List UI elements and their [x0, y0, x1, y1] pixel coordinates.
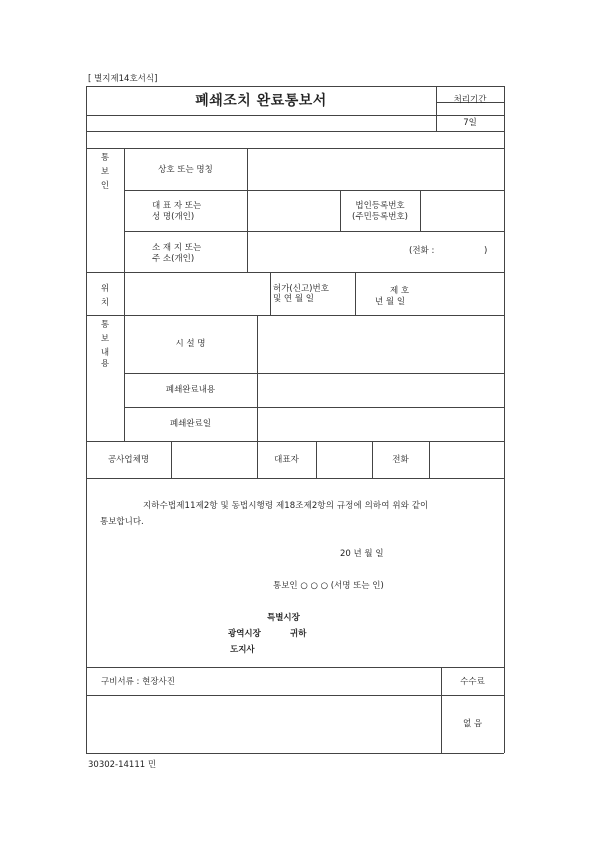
fee-value: 없 음 [462, 719, 483, 729]
processing-period-value: 7일 [463, 118, 477, 128]
required-documents-label: 구비서류 : 현장사진 [101, 677, 175, 687]
permit-right-divider [355, 272, 356, 315]
address-label-line2: 주 소(개인) [152, 254, 195, 264]
addressee-metropolitan-city: 광역시장 [228, 629, 261, 639]
notifier-section-char: 보 [100, 167, 110, 177]
fee-label: 수수료 [460, 677, 485, 687]
content-section-label [98, 320, 112, 370]
contractor-representative-label: 대표자 [274, 455, 299, 465]
registration-label-line2: (주민등록번호) [352, 212, 408, 222]
notifier-section-label [98, 153, 112, 192]
contractor-divider-3 [316, 441, 317, 478]
table-right-border [504, 86, 505, 753]
processing-period-label: 처리기간 [453, 95, 487, 105]
table-top-border [86, 86, 504, 87]
closure-date-label: 폐쇄완료일 [169, 419, 212, 429]
addressee-special-city: 특별시장 [267, 613, 300, 623]
closure-detail-label: 폐쇄완료내용 [165, 385, 216, 395]
content-section-char: 내 [100, 348, 110, 358]
statement-line-2: 통보합니다. [100, 517, 144, 527]
address-label-line1: 소 재 지 또는 [152, 243, 202, 253]
permit-label-line1: 허가(신고)번호 [273, 284, 329, 294]
contractor-divider-1 [171, 441, 172, 478]
addressee-governor: 도지사 [230, 645, 255, 655]
page-title: 폐쇄조치 완료통보서 [195, 93, 327, 109]
signer-line: 통보인 ○ ○ ○ (서명 또는 인) [273, 581, 384, 591]
location-bottom-line [86, 315, 504, 316]
phone-close: ) [484, 246, 488, 256]
phone-label: (전화 : [409, 246, 435, 256]
registration-right-divider [420, 190, 421, 231]
notifier-row-line-2 [124, 231, 504, 232]
content-section-char: 보 [100, 334, 110, 344]
content-row-line-2 [124, 407, 504, 408]
content-row-line-1 [124, 373, 504, 374]
representative-label-line1: 대 표 자 또는 [152, 201, 202, 211]
facility-name-label: 시 설 명 [175, 339, 206, 349]
location-section-label [98, 284, 112, 309]
notifier-value-divider [247, 148, 248, 272]
location-section-char: 위 [100, 284, 110, 294]
notifier-bottom-line [86, 272, 504, 273]
content-bottom-line [86, 441, 504, 442]
title-bottom-line [86, 115, 504, 116]
notifier-section-char: 인 [100, 181, 110, 191]
permit-label-line2: 및 연 월 일 [273, 294, 314, 304]
contractor-phone-label: 전화 [392, 455, 409, 465]
location-label-divider [124, 272, 125, 315]
contractor-divider-5 [429, 441, 430, 478]
location-section-char: 치 [100, 298, 110, 308]
permit-number-label: 제 호 [390, 286, 410, 296]
registration-label-line1: 법인등록번호 [355, 201, 405, 211]
representative-label-line2: 성 명(개인) [152, 212, 195, 222]
permit-left-divider [270, 272, 271, 315]
title-block-line [86, 131, 504, 132]
statement-date: 20 년 월 일 [340, 549, 384, 559]
notifier-section-char: 통 [100, 153, 110, 163]
statement-line-1: 지하수법제11제2항 및 동법시행령 제18조제2항의 규정에 의하여 위와 같이 [143, 501, 429, 511]
info-block-top [86, 148, 504, 149]
business-name-label: 상호 또는 명칭 [158, 165, 213, 175]
form-number: [ 별지제14호서식] [88, 74, 158, 84]
form-code: 30302-14111 민 [88, 760, 157, 770]
contractor-bottom-line [86, 478, 504, 479]
notifier-row-line-1 [124, 190, 504, 191]
permit-date-label: 년 월 일 [375, 297, 406, 307]
content-value-divider [257, 315, 258, 441]
table-bottom-border [86, 753, 504, 754]
table-left-border [86, 86, 87, 753]
company-name-label: 공사업체명 [107, 455, 150, 465]
content-section-char: 통 [100, 320, 110, 330]
content-section-char: 용 [100, 359, 110, 369]
addressee-honorific: 귀하 [290, 629, 307, 639]
